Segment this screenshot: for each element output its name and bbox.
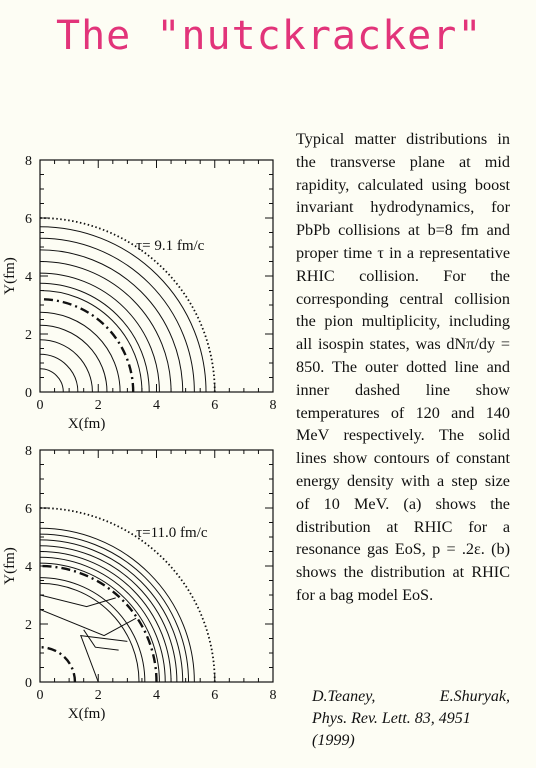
plot-b-ytick-label: 2 — [25, 618, 32, 633]
plot-b-xtick-label: 6 — [211, 688, 219, 703]
plot-a-xtick-label: 4 — [153, 398, 160, 413]
citation-year: (1999) — [312, 732, 355, 749]
plot-a-xlabel: X(fm) — [67, 416, 106, 432]
plot-a-solid-contour — [40, 369, 63, 392]
plot-a-ytick-label: 2 — [25, 328, 32, 343]
plot-b-ylabel: Y(fm) — [2, 547, 18, 585]
plot-b-svg — [0, 430, 300, 730]
plot-b-xtick-label: 8 — [269, 688, 277, 703]
plot-a-svg — [0, 140, 300, 440]
plot-b-xtick-label: 2 — [94, 688, 102, 703]
plot-a-ylabel: Y(fm) — [2, 257, 18, 295]
plot-b-solid-contour — [40, 595, 116, 607]
plot-a-solid-contour — [40, 291, 142, 393]
plot-b-ytick-label: 4 — [25, 560, 32, 575]
citation — [312, 686, 510, 752]
plot-b-solid-contour — [40, 563, 159, 682]
plot-a-solid-contour — [40, 262, 171, 393]
plot-a-solid-contour — [40, 354, 78, 392]
plot-a-ytick-label: 6 — [25, 212, 32, 227]
plot-b-xtick-label: 0 — [36, 688, 44, 703]
plot-a-annotation: τ= 9.1 fm/c — [136, 237, 205, 254]
plot-a-xtick-label: 6 — [211, 398, 219, 413]
plot-b-dashed-contour — [40, 566, 157, 682]
plot-b-solid-contour — [40, 546, 177, 682]
plot-b-solid-contour — [81, 636, 128, 682]
plot-a-frame — [40, 160, 273, 392]
plot-b-dashed-inner-contour — [40, 647, 75, 682]
plot-a-ytick-label: 0 — [25, 386, 32, 401]
citation-author-1: D.Teaney, — [312, 688, 376, 705]
plot-a-xtick-label: 0 — [36, 398, 44, 413]
plot-b-solid-contour — [40, 528, 194, 682]
plot-a-solid-contour — [40, 250, 183, 392]
plot-a-solid-contour — [40, 273, 159, 392]
plot-b-solid-contour — [40, 610, 136, 636]
page-title: The "nutckracker" — [56, 13, 483, 59]
plot-b-xlabel: X(fm) — [67, 706, 106, 722]
plot-a-ytick-label: 8 — [25, 154, 32, 169]
contour-plot-a — [0, 140, 300, 440]
figure-caption: Typical matter distributions in the transverse plane at mid rapidity, calculated using boost invariant hydrodynamics, for PbPb collisions at b=8 fm and proper time τ in a representative RHIC collision. For the corresponding central collision the pion multiplicity, including all isospin states, was dNπ/dy = 850. The outer dotted line and inner dashed line show temperatures of 120 and 140 MeV respectively. The solid lines show contours of constant energy density with a step size of 10 MeV. (a) shows the distribution at RHIC for a resonance gas EoS, p = .2ε. (b) shows the distribution at RHIC for a bag model EoS. — [296, 130, 510, 604]
citation-journal: Phys. Rev. Lett. 83, 4951 — [312, 710, 471, 727]
plot-b-frame — [40, 450, 273, 682]
plot-a-solid-contour — [40, 312, 120, 392]
plot-a-ytick-label: 4 — [25, 270, 32, 285]
plot-b-ytick-label: 0 — [25, 676, 32, 691]
plot-a-xtick-label: 2 — [94, 398, 102, 413]
plot-b-solid-contour — [40, 540, 183, 682]
plot-a-solid-contour — [40, 340, 92, 392]
citation-author-2: E.Shuryak, — [439, 688, 510, 705]
plot-b-solid-contour — [40, 552, 171, 683]
plot-a-xtick-label: 8 — [269, 398, 277, 413]
contour-plot-b — [0, 430, 300, 730]
plot-b-xtick-label: 4 — [153, 688, 160, 703]
plot-b-solid-contour — [40, 557, 165, 682]
plot-b-ytick-label: 6 — [25, 502, 32, 517]
plot-b-ytick-label: 8 — [25, 444, 32, 459]
plot-b-annotation: τ=11.0 fm/c — [136, 525, 208, 541]
